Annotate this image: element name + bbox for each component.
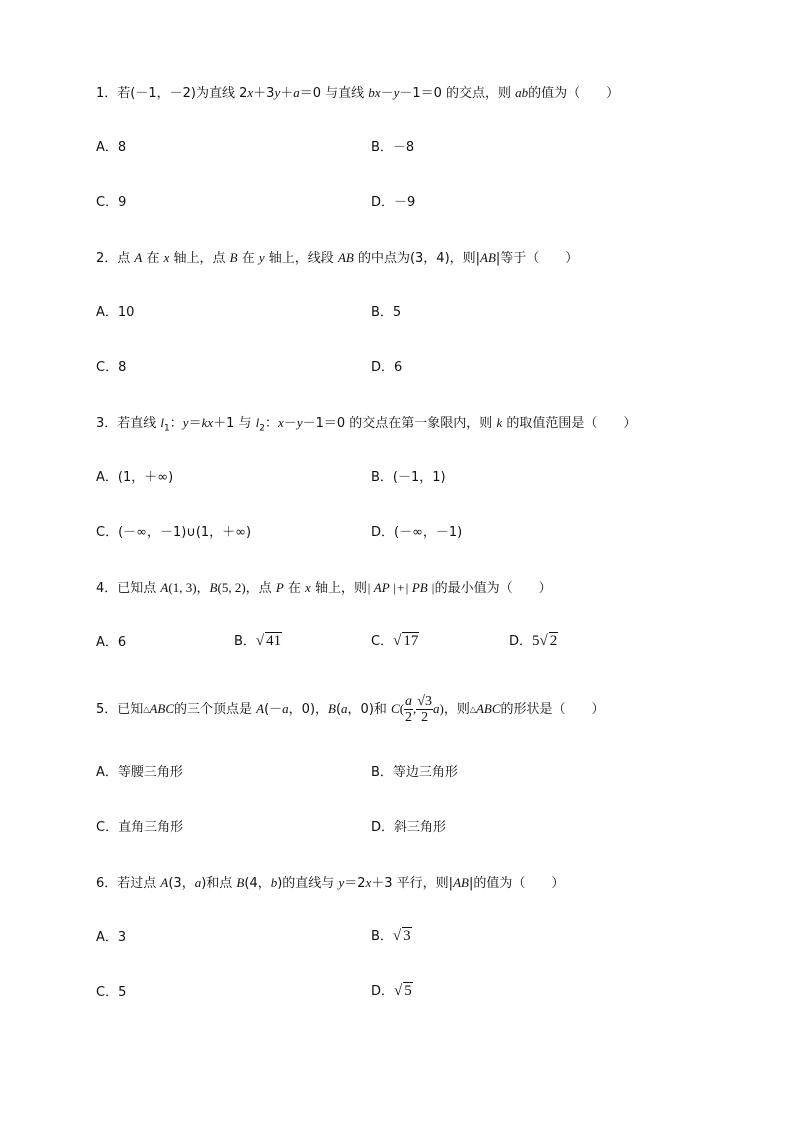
q4-option-c	[371, 632, 419, 651]
q2-text: 轴上，线段	[264, 251, 338, 266]
q3-text: 3．若直线	[96, 416, 161, 431]
var-x: x	[305, 580, 311, 595]
q5-text: )，则	[439, 701, 470, 716]
q6-text: |的值为（ ）	[468, 876, 565, 891]
q4-option-d	[509, 632, 558, 651]
q6-option-a: A．3	[96, 930, 127, 945]
question-5	[96, 694, 605, 725]
q2-text: 在	[142, 251, 164, 266]
q3-option-a: A．(1，＋∞)	[96, 470, 174, 485]
question-4	[96, 579, 552, 598]
denominator: 2	[421, 710, 429, 725]
q3-option-d: D．(－∞，－1)	[371, 525, 463, 540]
fraction-a-over-2	[404, 694, 413, 725]
q1-text: －1＝0 的交点，则	[399, 86, 516, 101]
abs-expression: | AP |+| PB |	[366, 580, 435, 595]
point-b-coords: (5, 2)	[217, 580, 246, 595]
var-a: a	[194, 875, 202, 890]
var-AB: AB	[453, 875, 469, 890]
q1-text: ＋	[280, 86, 294, 101]
var-A: A	[256, 701, 265, 716]
var-y: y	[338, 875, 345, 890]
var-AB: AB	[337, 250, 354, 265]
q6-text: (4，	[244, 876, 271, 891]
radicand: 2	[549, 633, 558, 649]
q3-text: ＝	[188, 416, 202, 431]
comma: ,	[413, 701, 417, 716]
option-label: D．	[509, 634, 533, 649]
var-B: B	[328, 701, 336, 716]
q4-text: 轴上，则	[310, 581, 367, 596]
q3-text: －	[283, 416, 297, 431]
q6-option-d	[371, 982, 413, 1001]
q1-option-d: D．－9	[371, 195, 416, 210]
sqrt-symbol: √ 2	[539, 633, 558, 649]
q5-option-c: C．直角三角形	[96, 820, 184, 835]
sqrt-symbol: √ 3	[392, 928, 411, 944]
q6-option-b	[371, 927, 412, 946]
var-x: x	[163, 250, 170, 265]
triangle-icon: △	[469, 704, 476, 714]
question-6	[96, 874, 564, 893]
var-ABC: ABC	[475, 701, 501, 716]
var-A: A	[160, 875, 169, 890]
q4-text: 在	[283, 581, 306, 596]
var-kx: kx	[201, 415, 214, 430]
var-b: b	[270, 875, 278, 890]
option-label: B．	[234, 634, 256, 649]
radicand: 41	[266, 633, 282, 649]
q5-text: 5．已知	[96, 702, 144, 717]
var-x: x	[278, 415, 284, 430]
q1-text: －	[380, 86, 394, 101]
q4-text: 的最小值为（ ）	[434, 581, 552, 596]
var-y: y	[258, 250, 265, 265]
q4-option-a: A．6	[96, 635, 127, 650]
q5-text: 的三个顶点是	[174, 702, 257, 717]
var-C: C	[391, 701, 400, 716]
var-A: A	[160, 580, 169, 595]
var-x: x	[247, 85, 254, 100]
q5-option-a: A．等腰三角形	[96, 765, 183, 780]
var-bx: bx	[368, 85, 381, 100]
q3-text: －1＝0 的交点在第一象限内，则	[302, 416, 497, 431]
var-k: k	[496, 415, 503, 430]
var-x: x	[365, 875, 372, 890]
q2-text: |等于（ ）	[495, 251, 579, 266]
sqrt-symbol: √ 5	[394, 983, 412, 999]
radicand: 3	[403, 928, 411, 944]
question-2	[96, 249, 578, 268]
q6-option-c: C．5	[96, 985, 127, 1000]
var-AB: AB	[480, 250, 496, 265]
q1-number: 1．	[96, 86, 118, 101]
q5-text: 的形状是（ ）	[500, 702, 605, 717]
q5-text: ，0)，	[288, 702, 329, 717]
var-B: B	[209, 580, 218, 595]
option-label: C．	[371, 634, 394, 649]
q1-text: 的值为（ ）	[528, 86, 620, 101]
q6-text: 6．若过点	[96, 876, 161, 891]
q6-text: )和点	[201, 876, 237, 891]
var-l: l	[160, 415, 165, 430]
q1-text: 若(－1，－2)为直线 2	[117, 86, 248, 101]
var-a: a	[341, 701, 348, 716]
var-y: y	[393, 85, 400, 100]
q6-text: )的直线与	[277, 876, 339, 891]
var-P: P	[275, 580, 284, 595]
question-1	[96, 84, 619, 103]
triangle-icon: △	[143, 704, 150, 714]
q3-text: ＋1 与	[213, 416, 256, 431]
q5-text: (－	[264, 702, 283, 717]
coefficient: 5	[532, 633, 540, 649]
q4-text: 4．已知点	[96, 581, 161, 596]
q3-option-b: B．(－1，1)	[371, 470, 446, 485]
q1-text: ＝0 与直线	[299, 86, 369, 101]
q4-text: ，	[196, 581, 210, 596]
q3-text: 的取值范围是（ ）	[502, 416, 637, 431]
subscript: 2	[259, 423, 266, 434]
q5-text: (	[335, 702, 342, 717]
q4-option-b	[234, 632, 282, 651]
var-a: a	[432, 701, 440, 716]
q2-option-c: C．8	[96, 360, 127, 375]
q2-text: 2．点	[96, 251, 135, 266]
fraction-sqrt3-over-2	[416, 694, 433, 725]
question-3	[96, 414, 636, 438]
var-B: B	[236, 875, 245, 890]
q3-text: ：	[265, 416, 279, 431]
q6-text: (3，	[168, 876, 195, 891]
q1-option-b: B．－8	[371, 140, 415, 155]
sqrt-symbol: √ 17	[393, 633, 419, 649]
option-label: D．	[371, 984, 395, 999]
subscript: 1	[164, 423, 170, 434]
radicand: 17	[403, 633, 419, 649]
radicand: 5	[404, 983, 412, 999]
var-ab: ab	[515, 85, 529, 100]
q5-option-b: B．等边三角形	[371, 765, 458, 780]
q3-option-c: C．(－∞，－1)∪(1，＋∞)	[96, 525, 252, 540]
q1-text: ＋3	[253, 86, 275, 101]
sqrt-symbol: √ 41	[255, 633, 282, 649]
q2-text: 轴上，点	[169, 251, 230, 266]
q2-option-a: A．10	[96, 305, 135, 320]
q6-text: ＝2	[344, 876, 366, 891]
denominator: 2	[405, 710, 413, 725]
var-y: y	[274, 85, 281, 100]
q2-option-d: D．6	[371, 360, 403, 375]
var-A: A	[134, 250, 143, 265]
q4-text: ，点	[245, 581, 276, 596]
q5-text: (	[399, 701, 405, 716]
point-a-coords: (1, 3)	[168, 580, 197, 595]
numerator: √3	[417, 694, 432, 709]
q5-text: ，0)和	[347, 702, 392, 717]
q1-option-a: A．8	[96, 140, 127, 155]
var-l: l	[255, 415, 260, 430]
var-y: y	[182, 415, 189, 430]
q3-text: ：	[169, 416, 183, 431]
q1-option-c: C．9	[96, 195, 127, 210]
option-label: B．	[371, 929, 393, 944]
var-ABC: ABC	[149, 701, 174, 716]
q2-option-b: B．5	[371, 305, 402, 320]
q2-text: 的中点为(3，4)，则|	[353, 251, 481, 266]
q5-option-d: D．斜三角形	[371, 820, 447, 835]
q6-text: ＋3 平行，则|	[371, 876, 454, 891]
numerator: a	[405, 694, 413, 709]
var-B: B	[229, 250, 238, 265]
var-a: a	[282, 701, 289, 716]
var-a: a	[293, 85, 300, 100]
q2-text: 在	[237, 251, 259, 266]
var-y: y	[296, 415, 303, 430]
